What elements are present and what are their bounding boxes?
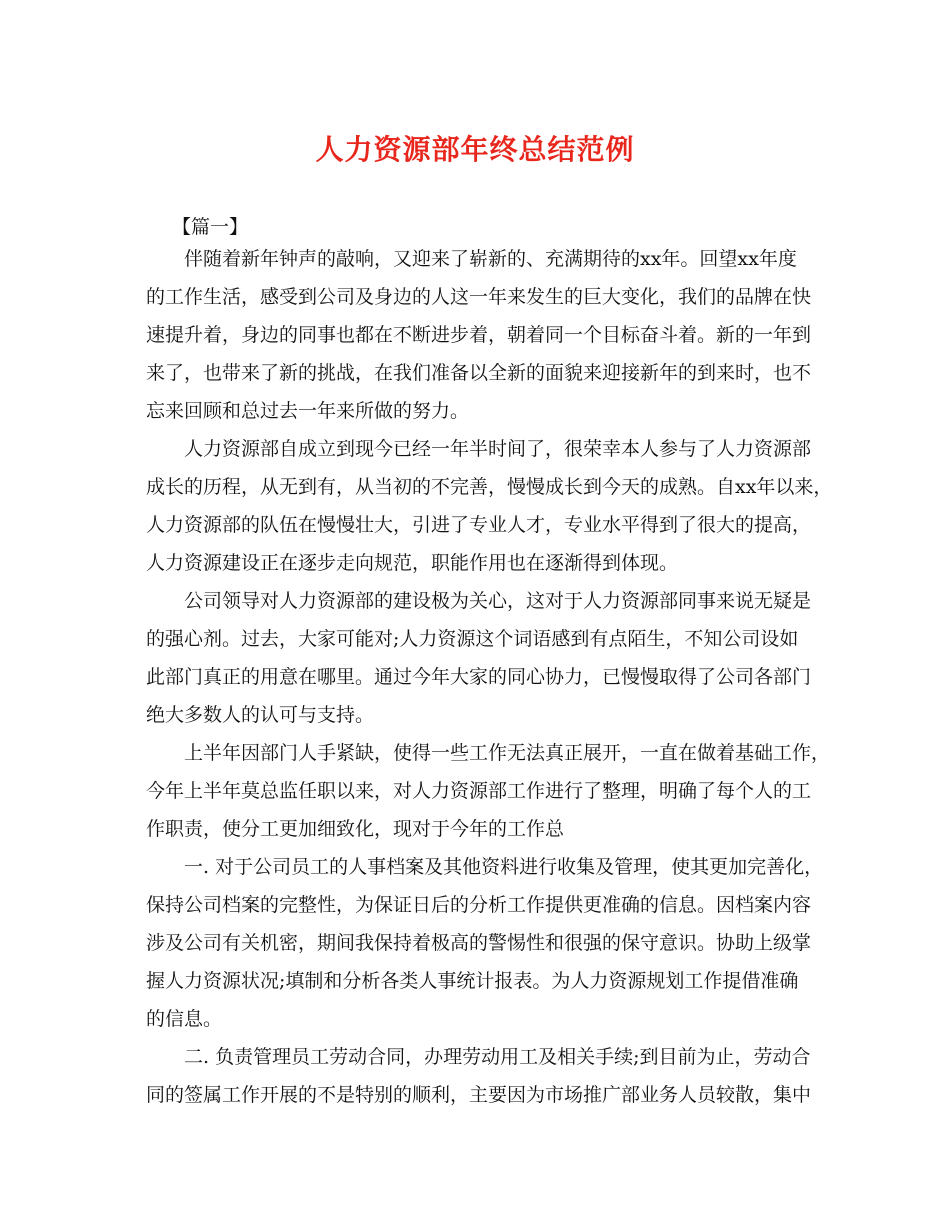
paragraph-line: 作职责，使分工更加细致化，现对于今年的工作总 [146,818,565,840]
paragraph-line: 同的签属工作开展的不是特别的顺利，主要因为市场推广部业务人员较散，集中 [146,1084,812,1106]
paragraph-line: 握人力资源状况;填制和分析各类人事统计报表。为人力资源规划工作提借准确 [146,970,799,992]
paragraph-line: 来了，也带来了新的挑战，在我们准备以全新的面貌来迎接新年的到来时，也不 [146,362,812,384]
paragraph-line: 人力资源部的队伍在慢慢壮大，引进了专业人才，专业水平得到了很大的提高， [146,514,812,536]
paragraph-line: 二. 负责管理员工劳动合同，办理劳动用工及相关手续;到目前为止，劳动合 [184,1046,811,1068]
paragraph-line: 上半年因部门人手紧缺，使得一些工作无法真正展开，一直在做着基础工作， [184,742,831,764]
paragraph-line: 伴随着新年钟声的敲响，又迎来了崭新的、充满期待的xx年。回望xx年度 [184,248,797,270]
paragraph-line: 的强心剂。过去，大家可能对;人力资源这个词语感到有点陌生，不知公司设如 [146,628,799,650]
paragraph-line: 今年上半年莫总监任职以来，对人力资源部工作进行了整理，明确了每个人的工 [146,780,812,802]
paragraph-line: 一. 对于公司员工的人事档案及其他资料进行收集及管理，使其更加完善化， [184,856,824,878]
paragraph-line: 忘来回顾和总过去一年来所做的努力。 [146,400,470,422]
paragraph-line: 涉及公司有关机密，期间我保持着极高的警惕性和很强的保守意识。协助上级掌 [146,932,812,954]
paragraph-line: 保持公司档案的完整性，为保证日后的分析工作提供更准确的信息。因档案内容 [146,894,812,916]
paragraph-line: 成长的历程，从无到有，从当初的不完善，慢慢成长到今天的成熟。自xx年以来， [146,476,833,498]
paragraph-line: 绝大多数人的认可与支持。 [146,704,375,726]
section-label: 【篇一】 [172,216,249,238]
paragraph-line: 人力资源建设正在逐步走向规范，职能作用也在逐渐得到体现。 [146,552,679,574]
paragraph-line: 速提升着，身边的同事也都在不断进步着，朝着同一个目标奋斗着。新的一年到 [146,324,812,346]
paragraph-line: 人力资源部自成立到现今已经一年半时间了，很荣幸本人参与了人力资源部 [184,438,812,460]
document-title: 人力资源部年终总结范例 [315,133,635,166]
paragraph-line: 公司领导对人力资源部的建设极为关心，这对于人力资源部同事来说无疑是 [184,590,812,612]
paragraph-line: 的工作生活，感受到公司及身边的人这一年来发生的巨大变化，我们的品牌在快 [146,286,812,308]
paragraph-line: 的信息。 [146,1008,223,1030]
paragraph-line: 此部门真正的用意在哪里。通过今年大家的同心协力，已慢慢取得了公司各部门 [146,666,812,688]
document-body [146,240,833,1114]
